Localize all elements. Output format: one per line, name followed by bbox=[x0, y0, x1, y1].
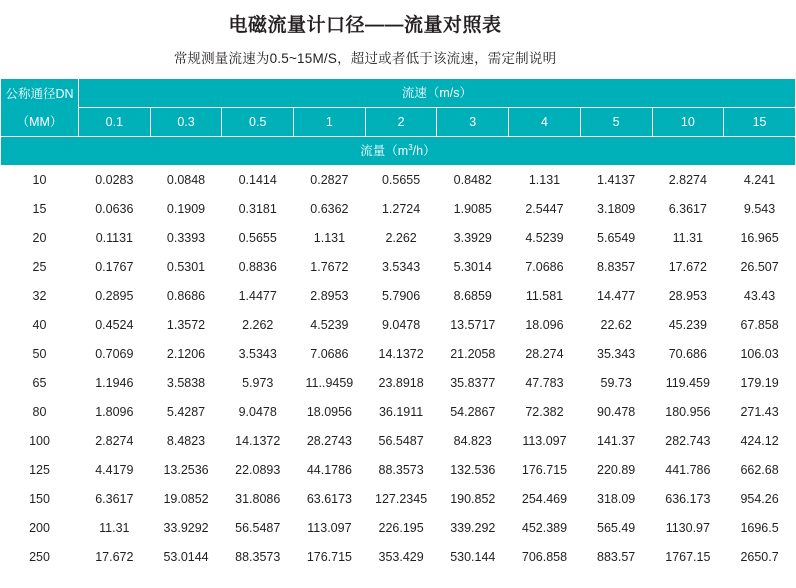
cell-flow: 35.343 bbox=[580, 340, 652, 369]
cell-flow: 1130.97 bbox=[652, 514, 724, 543]
cell-flow: 11.31 bbox=[652, 224, 724, 253]
cell-flow: 0.1767 bbox=[79, 253, 151, 282]
cell-flow: 662.68 bbox=[724, 456, 796, 485]
cell-flow: 6.3617 bbox=[79, 485, 151, 514]
page-subtitle: 常规测量流速为0.5~15M/S，超过或者低于该流速，需定制说明 bbox=[173, 51, 557, 66]
header-speed-6: 4 bbox=[509, 108, 581, 137]
cell-flow: 2.8953 bbox=[294, 282, 366, 311]
cell-flow: 0.3393 bbox=[150, 224, 222, 253]
cell-flow: 0.5301 bbox=[150, 253, 222, 282]
cell-flow: 88.3573 bbox=[365, 456, 437, 485]
cell-flow: 132.536 bbox=[437, 456, 509, 485]
cell-flow: 1.4137 bbox=[580, 166, 652, 195]
cell-flow: 2.1206 bbox=[150, 340, 222, 369]
cell-flow: 3.5343 bbox=[365, 253, 437, 282]
cell-flow: 0.6362 bbox=[294, 195, 366, 224]
cell-flow: 2650.7 bbox=[724, 543, 796, 572]
cell-flow: 23.8918 bbox=[365, 369, 437, 398]
cell-dn: 65 bbox=[1, 369, 79, 398]
header-row-speed-values bbox=[1, 108, 796, 137]
cell-flow: 179.19 bbox=[724, 369, 796, 398]
cell-flow: 28.274 bbox=[509, 340, 581, 369]
cell-flow: 28.953 bbox=[652, 282, 724, 311]
header-flow-sup: 3 bbox=[408, 142, 413, 152]
cell-flow: 18.096 bbox=[509, 311, 581, 340]
cell-flow: 0.1909 bbox=[150, 195, 222, 224]
cell-flow: 1.131 bbox=[509, 166, 581, 195]
cell-flow: 0.8482 bbox=[437, 166, 509, 195]
cell-flow: 11.581 bbox=[509, 282, 581, 311]
cell-flow: 1.3572 bbox=[150, 311, 222, 340]
cell-flow: 1696.5 bbox=[724, 514, 796, 543]
header-flow-prefix: 流量（m bbox=[360, 144, 409, 158]
cell-flow: 18.0956 bbox=[294, 398, 366, 427]
table-row bbox=[1, 543, 796, 572]
cell-flow: 424.12 bbox=[724, 427, 796, 456]
cell-dn: 100 bbox=[1, 427, 79, 456]
cell-flow: 5.4287 bbox=[150, 398, 222, 427]
cell-flow: 0.2827 bbox=[294, 166, 366, 195]
cell-flow: 13.2536 bbox=[150, 456, 222, 485]
cell-dn: 250 bbox=[1, 543, 79, 572]
cell-flow: 190.852 bbox=[437, 485, 509, 514]
cell-flow: 88.3573 bbox=[222, 543, 294, 572]
cell-flow: 3.5838 bbox=[150, 369, 222, 398]
cell-flow: 565.49 bbox=[580, 514, 652, 543]
header-speed-3: 1 bbox=[294, 108, 366, 137]
table-row bbox=[1, 398, 796, 427]
cell-flow: 452.389 bbox=[509, 514, 581, 543]
header-cell-speed: 流速（m/s） bbox=[79, 79, 796, 108]
cell-flow: 127.2345 bbox=[365, 485, 437, 514]
cell-flow: 0.2895 bbox=[79, 282, 151, 311]
cell-flow: 21.2058 bbox=[437, 340, 509, 369]
header-speed-5: 3 bbox=[437, 108, 509, 137]
header-speed-1: 0.3 bbox=[150, 108, 222, 137]
header-row-speed bbox=[1, 79, 796, 108]
cell-flow: 33.9292 bbox=[150, 514, 222, 543]
cell-flow: 84.823 bbox=[437, 427, 509, 456]
cell-flow: 43.43 bbox=[724, 282, 796, 311]
cell-flow: 44.1786 bbox=[294, 456, 366, 485]
table-row bbox=[1, 369, 796, 398]
cell-flow: 9.0478 bbox=[222, 398, 294, 427]
cell-dn: 50 bbox=[1, 340, 79, 369]
cell-flow: 5.973 bbox=[222, 369, 294, 398]
cell-flow: 3.5343 bbox=[222, 340, 294, 369]
cell-flow: 226.195 bbox=[365, 514, 437, 543]
cell-flow: 72.382 bbox=[509, 398, 581, 427]
cell-flow: 113.097 bbox=[294, 514, 366, 543]
cell-flow: 282.743 bbox=[652, 427, 724, 456]
header-row-flow bbox=[1, 137, 796, 166]
table-row bbox=[1, 195, 796, 224]
cell-flow: 9.0478 bbox=[365, 311, 437, 340]
cell-flow: 706.858 bbox=[509, 543, 581, 572]
cell-flow: 2.262 bbox=[222, 311, 294, 340]
cell-flow: 4.5239 bbox=[509, 224, 581, 253]
cell-flow: 0.0636 bbox=[79, 195, 151, 224]
cell-flow: 8.8357 bbox=[580, 253, 652, 282]
header-cell-flow bbox=[1, 137, 796, 166]
cell-flow: 0.1414 bbox=[222, 166, 294, 195]
cell-flow: 1.2724 bbox=[365, 195, 437, 224]
cell-flow: 1.1946 bbox=[79, 369, 151, 398]
cell-flow: 0.4524 bbox=[79, 311, 151, 340]
table-row bbox=[1, 427, 796, 456]
header-speed-4: 2 bbox=[365, 108, 437, 137]
table-row bbox=[1, 311, 796, 340]
cell-flow: 883.57 bbox=[580, 543, 652, 572]
cell-flow: 36.1911 bbox=[365, 398, 437, 427]
cell-flow: 5.6549 bbox=[580, 224, 652, 253]
cell-flow: 530.144 bbox=[437, 543, 509, 572]
cell-flow: 45.239 bbox=[652, 311, 724, 340]
cell-flow: 16.965 bbox=[724, 224, 796, 253]
cell-flow: 26.507 bbox=[724, 253, 796, 282]
cell-flow: 441.786 bbox=[652, 456, 724, 485]
cell-flow: 0.8836 bbox=[222, 253, 294, 282]
cell-flow: 7.0686 bbox=[509, 253, 581, 282]
cell-flow: 9.543 bbox=[724, 195, 796, 224]
cell-flow: 14.1372 bbox=[365, 340, 437, 369]
cell-dn: 125 bbox=[1, 456, 79, 485]
cell-flow: 53.0144 bbox=[150, 543, 222, 572]
cell-dn: 15 bbox=[1, 195, 79, 224]
header-flow-suffix: /h） bbox=[412, 144, 436, 158]
cell-flow: 141.37 bbox=[580, 427, 652, 456]
cell-flow: 3.3929 bbox=[437, 224, 509, 253]
cell-flow: 1767.15 bbox=[652, 543, 724, 572]
cell-dn: 10 bbox=[1, 166, 79, 195]
cell-flow: 5.7906 bbox=[365, 282, 437, 311]
flow-rate-table bbox=[0, 78, 796, 572]
cell-flow: 56.5487 bbox=[222, 514, 294, 543]
cell-flow: 11.31 bbox=[79, 514, 151, 543]
cell-flow: 11..9459 bbox=[294, 369, 366, 398]
cell-flow: 339.292 bbox=[437, 514, 509, 543]
cell-flow: 0.5655 bbox=[222, 224, 294, 253]
cell-flow: 14.477 bbox=[580, 282, 652, 311]
cell-flow: 0.7069 bbox=[79, 340, 151, 369]
cell-dn: 20 bbox=[1, 224, 79, 253]
cell-dn: 40 bbox=[1, 311, 79, 340]
header-speed-0: 0.1 bbox=[79, 108, 151, 137]
cell-flow: 8.6859 bbox=[437, 282, 509, 311]
header-speed-9: 15 bbox=[724, 108, 796, 137]
cell-flow: 0.1131 bbox=[79, 224, 151, 253]
cell-flow: 2.8274 bbox=[79, 427, 151, 456]
table-body bbox=[1, 166, 796, 572]
cell-flow: 2.5447 bbox=[509, 195, 581, 224]
table-row bbox=[1, 166, 796, 195]
table-row bbox=[1, 282, 796, 311]
cell-flow: 176.715 bbox=[294, 543, 366, 572]
page-title: 电磁流量计口径——流量对照表 bbox=[228, 15, 502, 36]
cell-flow: 1.9085 bbox=[437, 195, 509, 224]
cell-flow: 13.5717 bbox=[437, 311, 509, 340]
cell-flow: 17.672 bbox=[652, 253, 724, 282]
header-dn-line1: 公称通径DN bbox=[5, 86, 74, 101]
cell-flow: 90.478 bbox=[580, 398, 652, 427]
cell-flow: 4.5239 bbox=[294, 311, 366, 340]
cell-flow: 19.0852 bbox=[150, 485, 222, 514]
cell-flow: 119.459 bbox=[652, 369, 724, 398]
table-row bbox=[1, 224, 796, 253]
cell-flow: 1.4477 bbox=[222, 282, 294, 311]
cell-dn: 80 bbox=[1, 398, 79, 427]
table-row bbox=[1, 340, 796, 369]
cell-flow: 0.8686 bbox=[150, 282, 222, 311]
cell-flow: 22.62 bbox=[580, 311, 652, 340]
cell-dn: 25 bbox=[1, 253, 79, 282]
cell-dn: 150 bbox=[1, 485, 79, 514]
table-header bbox=[1, 79, 796, 166]
header-speed-8: 10 bbox=[652, 108, 724, 137]
cell-flow: 176.715 bbox=[509, 456, 581, 485]
cell-flow: 7.0686 bbox=[294, 340, 366, 369]
cell-flow: 2.8274 bbox=[652, 166, 724, 195]
cell-flow: 31.8086 bbox=[222, 485, 294, 514]
cell-flow: 70.686 bbox=[652, 340, 724, 369]
cell-flow: 318.09 bbox=[580, 485, 652, 514]
cell-flow: 35.8377 bbox=[437, 369, 509, 398]
cell-dn: 200 bbox=[1, 514, 79, 543]
cell-flow: 3.1809 bbox=[580, 195, 652, 224]
cell-flow: 0.5655 bbox=[365, 166, 437, 195]
cell-flow: 636.173 bbox=[652, 485, 724, 514]
cell-flow: 47.783 bbox=[509, 369, 581, 398]
table-row bbox=[1, 485, 796, 514]
cell-flow: 1.8096 bbox=[79, 398, 151, 427]
cell-flow: 22.0893 bbox=[222, 456, 294, 485]
cell-flow: 5.3014 bbox=[437, 253, 509, 282]
cell-flow: 220.89 bbox=[580, 456, 652, 485]
cell-flow: 954.26 bbox=[724, 485, 796, 514]
table-row bbox=[1, 514, 796, 543]
cell-dn: 32 bbox=[1, 282, 79, 311]
cell-flow: 1.131 bbox=[294, 224, 366, 253]
table-row bbox=[1, 253, 796, 282]
cell-flow: 6.3617 bbox=[652, 195, 724, 224]
cell-flow: 353.429 bbox=[365, 543, 437, 572]
table-row bbox=[1, 456, 796, 485]
header-speed-7: 5 bbox=[580, 108, 652, 137]
cell-flow: 14.1372 bbox=[222, 427, 294, 456]
cell-flow: 180.956 bbox=[652, 398, 724, 427]
cell-flow: 271.43 bbox=[724, 398, 796, 427]
cell-flow: 0.0848 bbox=[150, 166, 222, 195]
cell-flow: 56.5487 bbox=[365, 427, 437, 456]
cell-flow: 17.672 bbox=[79, 543, 151, 572]
cell-flow: 1.7672 bbox=[294, 253, 366, 282]
header-cell-dn bbox=[1, 79, 79, 137]
cell-flow: 4.4179 bbox=[79, 456, 151, 485]
cell-flow: 8.4823 bbox=[150, 427, 222, 456]
cell-flow: 28.2743 bbox=[294, 427, 366, 456]
cell-flow: 63.6173 bbox=[294, 485, 366, 514]
cell-flow: 0.0283 bbox=[79, 166, 151, 195]
cell-flow: 67.858 bbox=[724, 311, 796, 340]
cell-flow: 106.03 bbox=[724, 340, 796, 369]
cell-flow: 2.262 bbox=[365, 224, 437, 253]
cell-flow: 54.2867 bbox=[437, 398, 509, 427]
cell-flow: 113.097 bbox=[509, 427, 581, 456]
header-dn-line2: （MM） bbox=[16, 114, 63, 129]
cell-flow: 4.241 bbox=[724, 166, 796, 195]
cell-flow: 59.73 bbox=[580, 369, 652, 398]
cell-flow: 254.469 bbox=[509, 485, 581, 514]
cell-flow: 0.3181 bbox=[222, 195, 294, 224]
header-speed-2: 0.5 bbox=[222, 108, 294, 137]
